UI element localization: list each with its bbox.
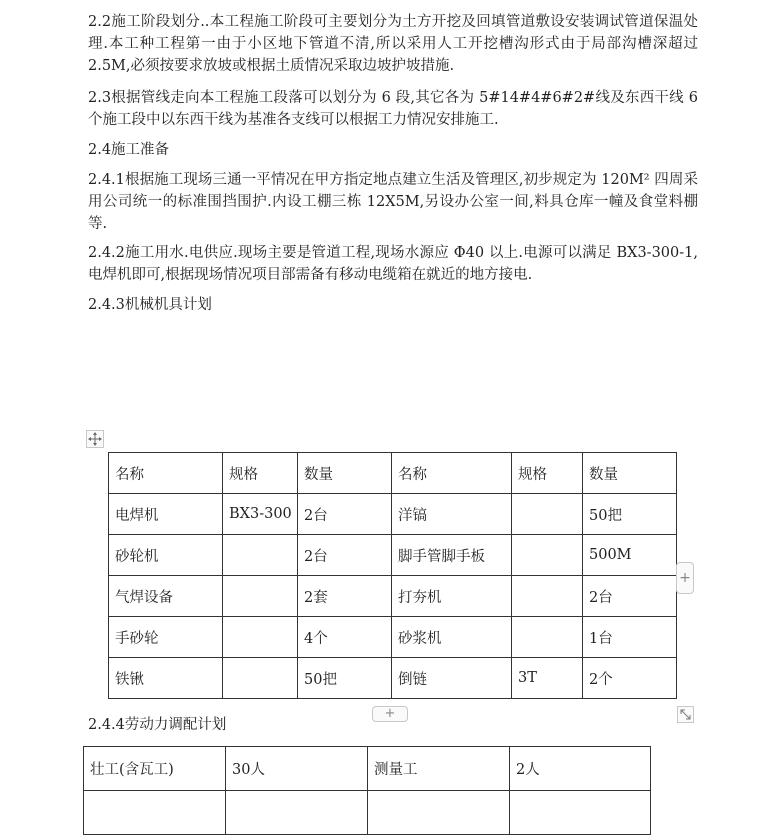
table-cell[interactable]: 砂浆机 [392, 617, 512, 658]
table-cell[interactable] [510, 791, 651, 835]
heading-2-4-4: 2.4.4劳动力调配计划 [88, 717, 227, 733]
table-cell[interactable]: 2台 [298, 535, 392, 576]
table-cell[interactable] [512, 494, 583, 535]
table-row [84, 791, 651, 835]
heading-2-4-3: 2.4.3机械机具计划 [88, 297, 212, 313]
table-cell[interactable]: 打夯机 [392, 576, 512, 617]
table-cell[interactable] [223, 617, 298, 658]
table-row [109, 494, 677, 535]
table-cell[interactable]: 铁锹 [109, 658, 223, 699]
table-cell[interactable] [223, 658, 298, 699]
labor-table [83, 746, 651, 835]
table-cell[interactable]: 倒链 [392, 658, 512, 699]
table-cell[interactable] [512, 535, 583, 576]
table-cell[interactable]: 2人 [510, 747, 651, 791]
table-move-handle-icon[interactable] [86, 430, 104, 448]
table-cell[interactable]: 砂轮机 [109, 535, 223, 576]
table-cell[interactable]: 2台 [583, 576, 677, 617]
table-cell[interactable]: 50把 [298, 658, 392, 699]
table-cell[interactable]: 2套 [298, 576, 392, 617]
table-row [109, 617, 677, 658]
header-cell[interactable]: 名称 [109, 453, 223, 494]
paragraph-2-2: 2.2施工阶段划分..本工程施工阶段可主要划分为土方开挖及回填管道敷设安装调试管道保温处理.本工种工程第一由于小区地下管道不清,所以采用人工开挖槽沟形式由于局部沟槽深超过 2.5M,必须按要求放坡或根据土质情况采取边坡护坡措施. [88, 14, 698, 74]
table-row [109, 535, 677, 576]
table-cell[interactable]: 脚手管脚手板 [392, 535, 512, 576]
add-row-button[interactable]: + [372, 706, 408, 722]
table-cell[interactable]: 2个 [583, 658, 677, 699]
table-cell[interactable]: 1台 [583, 617, 677, 658]
table-cell[interactable] [226, 791, 368, 835]
table-cell[interactable] [512, 576, 583, 617]
table-cell[interactable]: 手砂轮 [109, 617, 223, 658]
table-cell[interactable] [223, 535, 298, 576]
table-cell[interactable]: 洋镐 [392, 494, 512, 535]
table-cell[interactable] [368, 791, 510, 835]
paragraph-2-3: 2.3根据管线走向本工程施工段落可以划分为 6 段,其它各为 5#14#4#6#2#线及东西干线 6 个施工段中以东西干线为基准各支线可以根据工力情况安排施工. [88, 90, 698, 128]
table-cell[interactable] [84, 791, 226, 835]
table-cell[interactable]: 2台 [298, 494, 392, 535]
clipped-previous-line [88, 0, 178, 3]
table-cell[interactable]: 500M [583, 535, 677, 576]
heading-2-4: 2.4施工准备 [88, 142, 170, 158]
table-cell[interactable]: 3T [512, 658, 583, 699]
table-cell[interactable]: BX3-300 [223, 494, 298, 535]
header-cell[interactable]: 数量 [298, 453, 392, 494]
table-row [109, 658, 677, 699]
table-cell[interactable]: 30人 [226, 747, 368, 791]
paragraph-2-4-1: 2.4.1根据施工现场三通一平情况在甲方指定地点建立生活及管理区,初步规定为 120M² 四周采用公司统一的标准围挡围护.内设工棚三栋 12X5M,另设办公室一间,料具仓库一幢及食堂料棚等. [88, 172, 698, 232]
paragraph-2-4-2: 2.4.2施工用水.电供应.现场主要是管道工程,现场水源应 Φ40 以上.电源可以满足 BX3-300-1,电焊机即可,根据现场情况项目部需备有移动电缆箱在就近的地方接电. [88, 245, 698, 283]
header-cell[interactable]: 规格 [223, 453, 298, 494]
table-row [109, 576, 677, 617]
header-cell[interactable]: 名称 [392, 453, 512, 494]
machinery-table [108, 452, 677, 699]
add-column-button[interactable]: + [676, 562, 694, 594]
table-cell[interactable]: 电焊机 [109, 494, 223, 535]
table-row [84, 747, 651, 791]
header-cell[interactable]: 规格 [512, 453, 583, 494]
table-cell[interactable] [223, 576, 298, 617]
table-cell[interactable]: 壮工(含瓦工) [84, 747, 226, 791]
table-cell[interactable]: 50把 [583, 494, 677, 535]
header-cell[interactable]: 数量 [583, 453, 677, 494]
table-cell[interactable]: 气焊设备 [109, 576, 223, 617]
table-cell[interactable] [512, 617, 583, 658]
table-cell[interactable]: 测量工 [368, 747, 510, 791]
table-cell[interactable]: 4个 [298, 617, 392, 658]
table-header-row [109, 453, 677, 494]
